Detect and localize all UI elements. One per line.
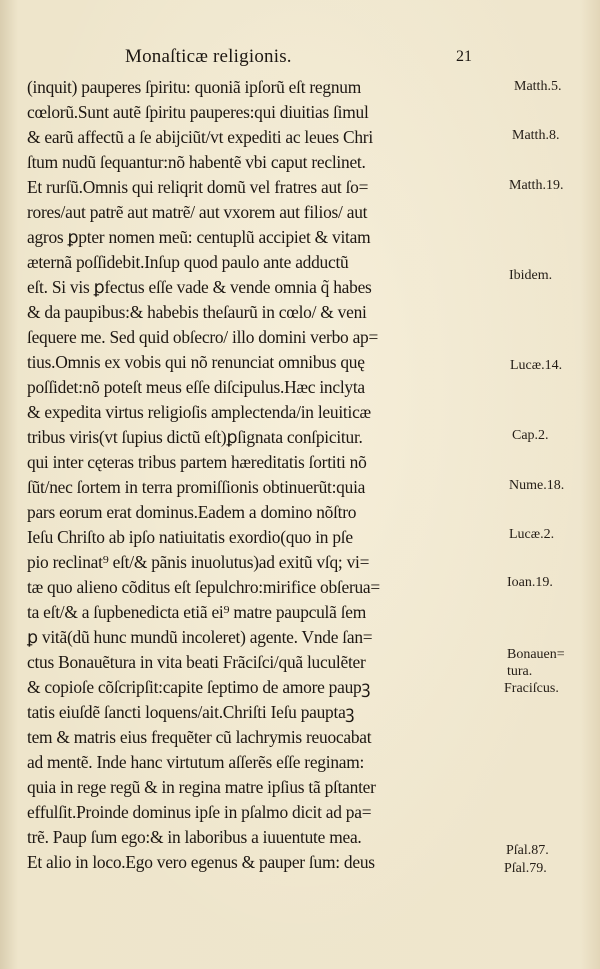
text-line: Et alio in loco.Ego vero egenus & pauper ſum: deus xyxy=(27,852,375,872)
text-line: tæ quo alieno cõditus eſt ſepulchro:mirifice obſerua= xyxy=(27,577,380,597)
margin-note: Pſal.87. xyxy=(506,843,549,858)
text-line: & da paupibus:& habebis theſaurũ in cœlo/ & veni xyxy=(27,302,367,322)
margin-note: Nume.18. xyxy=(509,478,565,493)
margin-note: Matth.8. xyxy=(512,128,560,143)
text-line: & copioſe cõſcripſit:capite ſeptimo de amore paupꝫ xyxy=(27,677,371,697)
page-header xyxy=(0,46,600,70)
text-line: trẽ. Paup ſum ego:& in laboribus a iuuentute mea. xyxy=(27,827,362,847)
margin-note: Matth.5. xyxy=(514,79,562,94)
folio-number: 21 xyxy=(456,48,472,65)
text-line: effulſit.Proinde dominus ipſe in pſalmo dicit ad pa= xyxy=(27,802,372,822)
text-line: (inquit) pauperes ſpiritu: quoniã ipſorũ eſt regnum xyxy=(27,77,362,97)
text-line: rores/aut patrẽ aut matrẽ/ aut vxorem aut filios/ aut xyxy=(27,202,368,222)
running-head: Monaſticæ religionis. xyxy=(125,46,292,67)
text-line: Et rurſũ.Omnis qui reliqrit domũ vel fratres aut ſo= xyxy=(27,177,369,197)
text-line: pars eorum erat dominus.Eadem a domino nõſtro xyxy=(27,502,357,522)
text-line: tius.Omnis ex vobis qui nõ renunciat omnibus quę xyxy=(27,352,365,372)
text-line: Ieſu Chriſto ab ipſo natiuitatis exordio(quo in pſe xyxy=(27,527,353,547)
text-line: ſequere me. Sed quid obſecro/ illo domini verbo ap= xyxy=(27,327,379,347)
text-line: tatis eiuſdẽ ſancti loquens/ait.Chriſti Ieſu pauptaꝫ xyxy=(27,702,355,722)
text-line: ſtum nudũ ſequantur:nõ habentẽ vbi caput reclinet. xyxy=(27,152,366,172)
margin-note: Ibidem. xyxy=(509,268,553,283)
text-line: tem & matris eius frequẽter cũ lachrymis reuocabat xyxy=(27,727,372,747)
margin-note: Lucæ.2. xyxy=(509,527,555,542)
margin-note: Cap.2. xyxy=(512,428,549,443)
margin-note: Ioan.19. xyxy=(507,575,553,590)
text-line: tribus viris(vt ſupius dictũ eſt)ꝑſignata conſpicitur. xyxy=(27,427,363,447)
margin-note: Lucæ.14. xyxy=(510,358,563,373)
margin-note: Fraciſcus. xyxy=(504,681,559,696)
margin-note: Pſal.79. xyxy=(504,861,547,876)
text-line: & expedita virtus religioſis amplectenda/in leuiticæ xyxy=(27,402,371,422)
text-line: ſũt/nec ſortem in terra promiſſionis obtinuerũt:quia xyxy=(27,477,366,497)
margin-note: Matth.19. xyxy=(509,178,564,193)
text-line: eſt. Si vis ꝑfectus eſſe vade & vende omnia q̃ habes xyxy=(27,277,372,297)
margin-note: Bonauen= xyxy=(507,647,565,662)
text-line: pio reclinat⁹ eſt/& pãnis inuolutus)ad exitũ vſq; vi= xyxy=(27,552,370,572)
text-line: ꝑ vitã(dũ hunc mundũ incoleret) agente. Vnde ſan= xyxy=(27,627,373,647)
text-line: quia in rege regũ & in regina matre ipſius tã pſtanter xyxy=(27,777,376,797)
text-line: poſſidet:nõ poteſt meus eſſe diſcipulus.Hæc inclyta xyxy=(27,377,365,397)
text-line: qui inter cęteras tribus partem hæreditatis ſortiti nõ xyxy=(27,452,367,472)
text-line: cœlorũ.Sunt autẽ ſpiritu pauperes:qui diuitias ſimul xyxy=(27,102,369,122)
body-text xyxy=(27,75,502,875)
text-line: agros ꝑpter nomen meũ: centuplũ accipiet & vitam xyxy=(27,227,371,247)
text-line: & earũ affectũ a ſe abijciũt/vt expediti ac leues Chri xyxy=(27,127,373,147)
text-line: ctus Bonauẽtura in vita beati Frãciſci/quã luculẽter xyxy=(27,652,366,672)
text-line: æternã poſſidebit.Inſup quod paulo ante adductũ xyxy=(27,252,349,272)
text-line: ad mentẽ. Inde hanc virtutum aſſerẽs eſſe reginam: xyxy=(27,752,365,772)
text-line: ta eſt/& a ſupbenedicta etiã ei⁹ matre paupculã ſem xyxy=(27,602,367,622)
margin-note: tura. xyxy=(507,664,533,679)
